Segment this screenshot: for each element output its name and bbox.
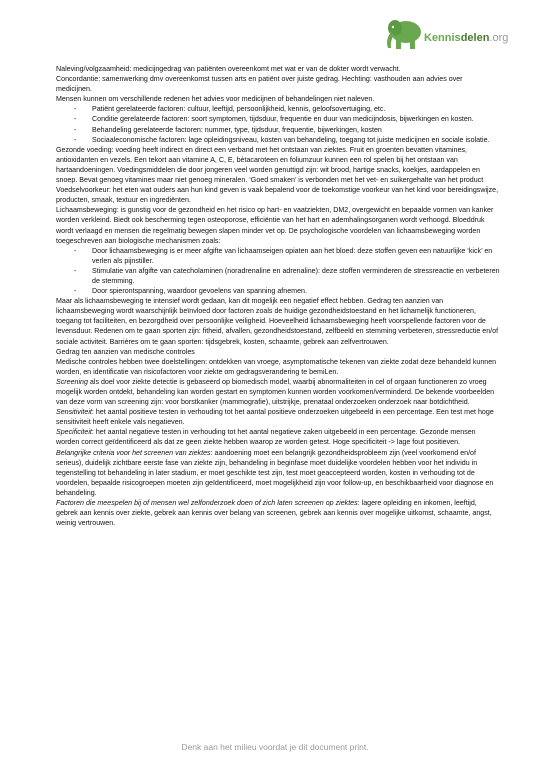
paragraph-screening (56, 377, 500, 407)
paragraph-criteria (56, 448, 500, 498)
paragraph-sensitiviteit (56, 407, 500, 427)
term-sensitiviteit: Sensitiviteit (56, 408, 92, 417)
paragraph-concordantie: Concordantie: samenwerking dmv overeenkomst tussen arts en patiënt over juiste gedrag. Hechting: vasthouden aan advies over medicijnen. (56, 75, 463, 94)
list-item: - Behandeling gerelateerde factoren: nummer, type, tijdsduur, frequentie, bijwerkingen, kosten (74, 125, 500, 135)
list-item: - Door spierontspanning, waardoor gevoelens van spanning afnemen. (74, 286, 500, 296)
definition-text: : lagere opleiding en inkomen, leeftijd, gebrek aan kennis over ziekte, gebrek aan kennis over belang van screenen, gebrek aan kennis over mogelijke uitkomst, schaamte, angst, weinig vertrouwen. (56, 499, 492, 528)
paragraph-gezonde-voeding: Gezonde voeding: voeding heeft indirect en direct een verband met het ontstaan van ziektes. Fruit en groenten bevatten vitamines, antioxidanten en vezels. Een tekort aan vitamine A, C, E, bètacaroteen en foliumzuur kunnen een rol spelen bij het ontstaan van hartaandoeningen. Voedingsmiddelen die door jongeren veel worden genuttigd zijn: wit brood, hartige snacks, koekjes, aardappelen en snoep. Bevat genoeg vitamines maar niet genoeg mineralen. ‘Goed smaken’ is verbonden met het vet- en suikergehalte van het product (56, 145, 484, 185)
definition-text: : aandoening moet een belangrijk gezondheidsprobleem zijn (veel voorkomend en/of serieus), duidelijk zichtbare eerste fase van ziekte zijn, behandeling in beginfase moet duidelijke voordelen hebben voor het individu in tegenstelling tot behandeling in later stadium, er moet geschikte test zijn, test moet geaccepteerd worden, kosten in verhouding tot de voordelen, bepaalde risicogroepen moeten zijn geïdentificeerd, moet mogelijkheid zijn voor follow-up, en beschikbaarheid voor diagnose en behandeling. (56, 448, 494, 497)
paragraph-naleving: Naleving/volgzaamheid: medicijngedrag van patiënten overeenkomt met wat er van de dokter wordt verwacht. (56, 65, 401, 73)
document-body (56, 64, 500, 528)
term-factoren: Factoren die meespelen bij of mensen wel zelfonderzoek doen of zich laten screenen op ziektes (56, 499, 358, 508)
term-criteria: Belangrijke criteria voor het screenen van ziektes (56, 448, 211, 457)
list-item: - Patiënt gerelateerde factoren: cultuur, leeftijd, persoonlijkheid, kennis, geloofsovertuiging, etc. (74, 104, 500, 114)
term-specificiteit: Specificiteit (56, 428, 92, 437)
list-item: - Sociaaleconomische factoren: lage opleidingsniveau, kosten van behandeling, toegang tot juiste medicijnen en sociale isolatie. (74, 135, 500, 145)
footer-note: Denk aan het milieu voordat je dit document print. (181, 742, 369, 752)
paragraph-specificiteit (56, 427, 500, 447)
logo-text: Kennisdelen.org (424, 32, 509, 44)
list-factoren (56, 104, 500, 144)
term-screening: Screening (56, 377, 88, 386)
list-item: - Conditie gerelateerde factoren: soort symptomen, tijdsduur, frequentie en duur van medicijndosis, bijwerkingen en kosten. (74, 114, 500, 124)
list-item: - Door lichaamsbeweging is er meer afgifte van lichaamseigen opiaten aan het bloed: deze stoffen geven een natuurlijke ‘kick’ en verlen als pijnstiller. (74, 246, 500, 266)
list-mechanismen (56, 246, 500, 296)
paragraph-lichaamsbeweging: Lichaamsbeweging: is gunstig voor de gezondheid en het risico op hart- en vaatziekten, DM2, overgewicht en bepaalde vormen van kanker worden verkleind. Biedt ook bescherming tegen osteoporose, efficiëntie van het hart en ademhalingsorganen wordt verhoogd. Bloeddruk wordt verlaagd en mensen die regelmatig bewegen slapen minder vet op. De psychologische voordelen van lichaamsbeweging worden toegeschreven aan biologische mechanismen zoals: (56, 206, 494, 245)
elephant-icon (382, 14, 426, 54)
paragraph-medische-controles: Medische controles hebben twee doelstellingen: ontdekken van vroege, asymptomatische tekenen van ziekte zodat deze behandeld kunnen worden, en identificatie van risicofactoren voor ziekte om gedragsverandering te bemiLen. (56, 357, 497, 376)
definition-text: : het aantal negatieve testen in verhouding tot het aantal negatieve zaken uitgebeeld in een percentage. Gezonde mensen worden correct geïdentificeerd als dat ze geen ziekte hebben waarop ze worden getest. Hoge specificiteit -> lage fout positieven. (56, 428, 476, 447)
definition-text: : het aantal positieve testen in verhouding tot het aantal positieve onderzoeken uitgebeeld in een percentage. Een test met hoge sensitiviteit heeft enkele vals negatieven. (56, 408, 494, 427)
paragraph-redenen: Mensen kunnen om verschillende redenen het advies voor medicijnen of behandelingen niet naleven. (56, 95, 375, 104)
paragraph-factoren-zelfonderzoek (56, 498, 500, 528)
paragraph-voedselvoorkeur: Voedselvoorkeur: het eten wat ouders aan hun kind geven is vaak bepalend voor de toekomstige voorkeur van het kind voor bereidingswijze, producten, smaak, textuur en ingrediënten. (56, 186, 499, 205)
kennisdelen-logo[interactable] (382, 14, 532, 64)
paragraph-intensief: Maar als lichaamsbeweging te intensief wordt gedaan, kan dit mogelijk een negatief effect hebben. Gedrag ten aanzien van lichaamsbeweging wordt waarschijnlijk beïnvloed door factoren zoals de huidige gezondheidstoestand en het lichamelijk functioneren, toegang tot faciliteiten, en bezorgdheid over persoonlijke veiligheid. Hoeveelheid lichaamsbeweging heeft voorspellende factoren voor de levensduur. Redenen om te gaan sporten zijn: fitheid, afvallen, gezondheidstoestand, zelfbeeld en stemming verbeteren, stressreductie en/of sociale activiteit. Barrières om te gaan sporten: tijdsgebrek, kosten, schaamte, gebrek aan zelfvertrouwen. (56, 297, 499, 346)
section-heading-medische-controles: Gedrag ten aanzien van medische controles (56, 347, 195, 356)
list-item: - Stimulatie van afgifte van catecholaminen (noradrenaline en adrenaline): deze stoffen verminderen de stressreactie en verbeteren de stemming. (74, 266, 500, 286)
definition-text: als doel voor ziekte detectie is gebaseerd op biomedisch model, waarbij abnormaliteiten in cel of orgaan functioneren zo vroeg mogelijk worden ontdekt, behandeling kan worden gestart en symptomen kunnen worden voorkomen/verminderd. De bekende voorbeelden van deze vorm van screening zijn: voor borstkanker (mammografie), uitstrijkje, prenataal onderzoeken onderzoek naar botdichtheid. (56, 377, 495, 407)
